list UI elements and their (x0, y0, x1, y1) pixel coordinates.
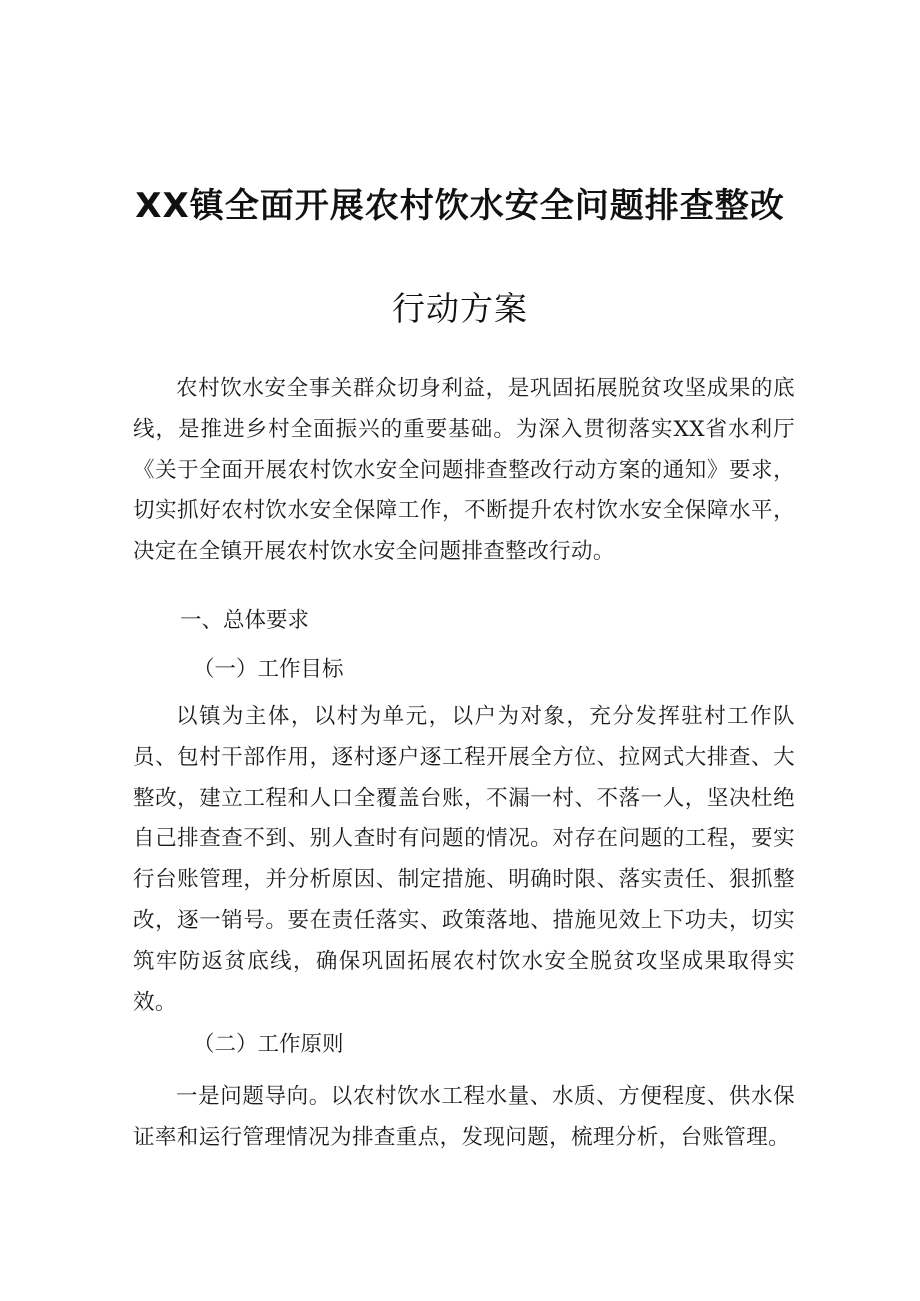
work-goals-paragraph: 以镇为主体，以村为单元，以户为对象，充分发挥驻村工作队员、包村干部作用，逐村逐户逐工程开展全方位、拉网式大排查、大整改，建立工程和人口全覆盖台账，不漏一村、不落一人，坚决杜绝自己排查查不到、别人查时有问题的情况。对存在问题的工程，要实行台账管理，并分析原因、制定措施、明确时限、落实责任、狠抓整改，逐一销号。要在责任落实、政策落地、措施见效上下功夫，切实筑牢防返贫底线，确保巩固拓展农村饮水安全脱贫攻坚成果取得实效。 (133, 704, 795, 1015)
section-heading-overall-requirements: 一、总体要求 (180, 608, 310, 633)
subsection-heading-work-goals: （一）工作目标 (193, 657, 344, 682)
principle-problem-oriented-paragraph: 一是问题导向。以农村饮水工程水量、水质、方便程度、供水保证率和运行管理情况为排查重点，发现问题，梳理分析，台账管理。 (133, 1084, 795, 1150)
subsection-heading-work-principles: （二）工作原则 (193, 1032, 344, 1057)
document-title-line-2: 行动方案 (392, 289, 528, 328)
intro-paragraph: 农村饮水安全事关群众切身利益，是巩固拓展脱贫攻坚成果的底线，是推进乡村全面振兴的重要基础。为深入贯彻落实XX省水利厅《关于全面开展农村饮水安全问题排查整改行动方案的通知》要求，切实抓好农村饮水安全保障工作，不断提升农村饮水安全保障水平，决定在全镇开展农村饮水安全问题排查整改行动。 (133, 376, 795, 565)
document-title-line-1: XX镇全面开展农村饮水安全问题排查整改 (135, 186, 785, 226)
